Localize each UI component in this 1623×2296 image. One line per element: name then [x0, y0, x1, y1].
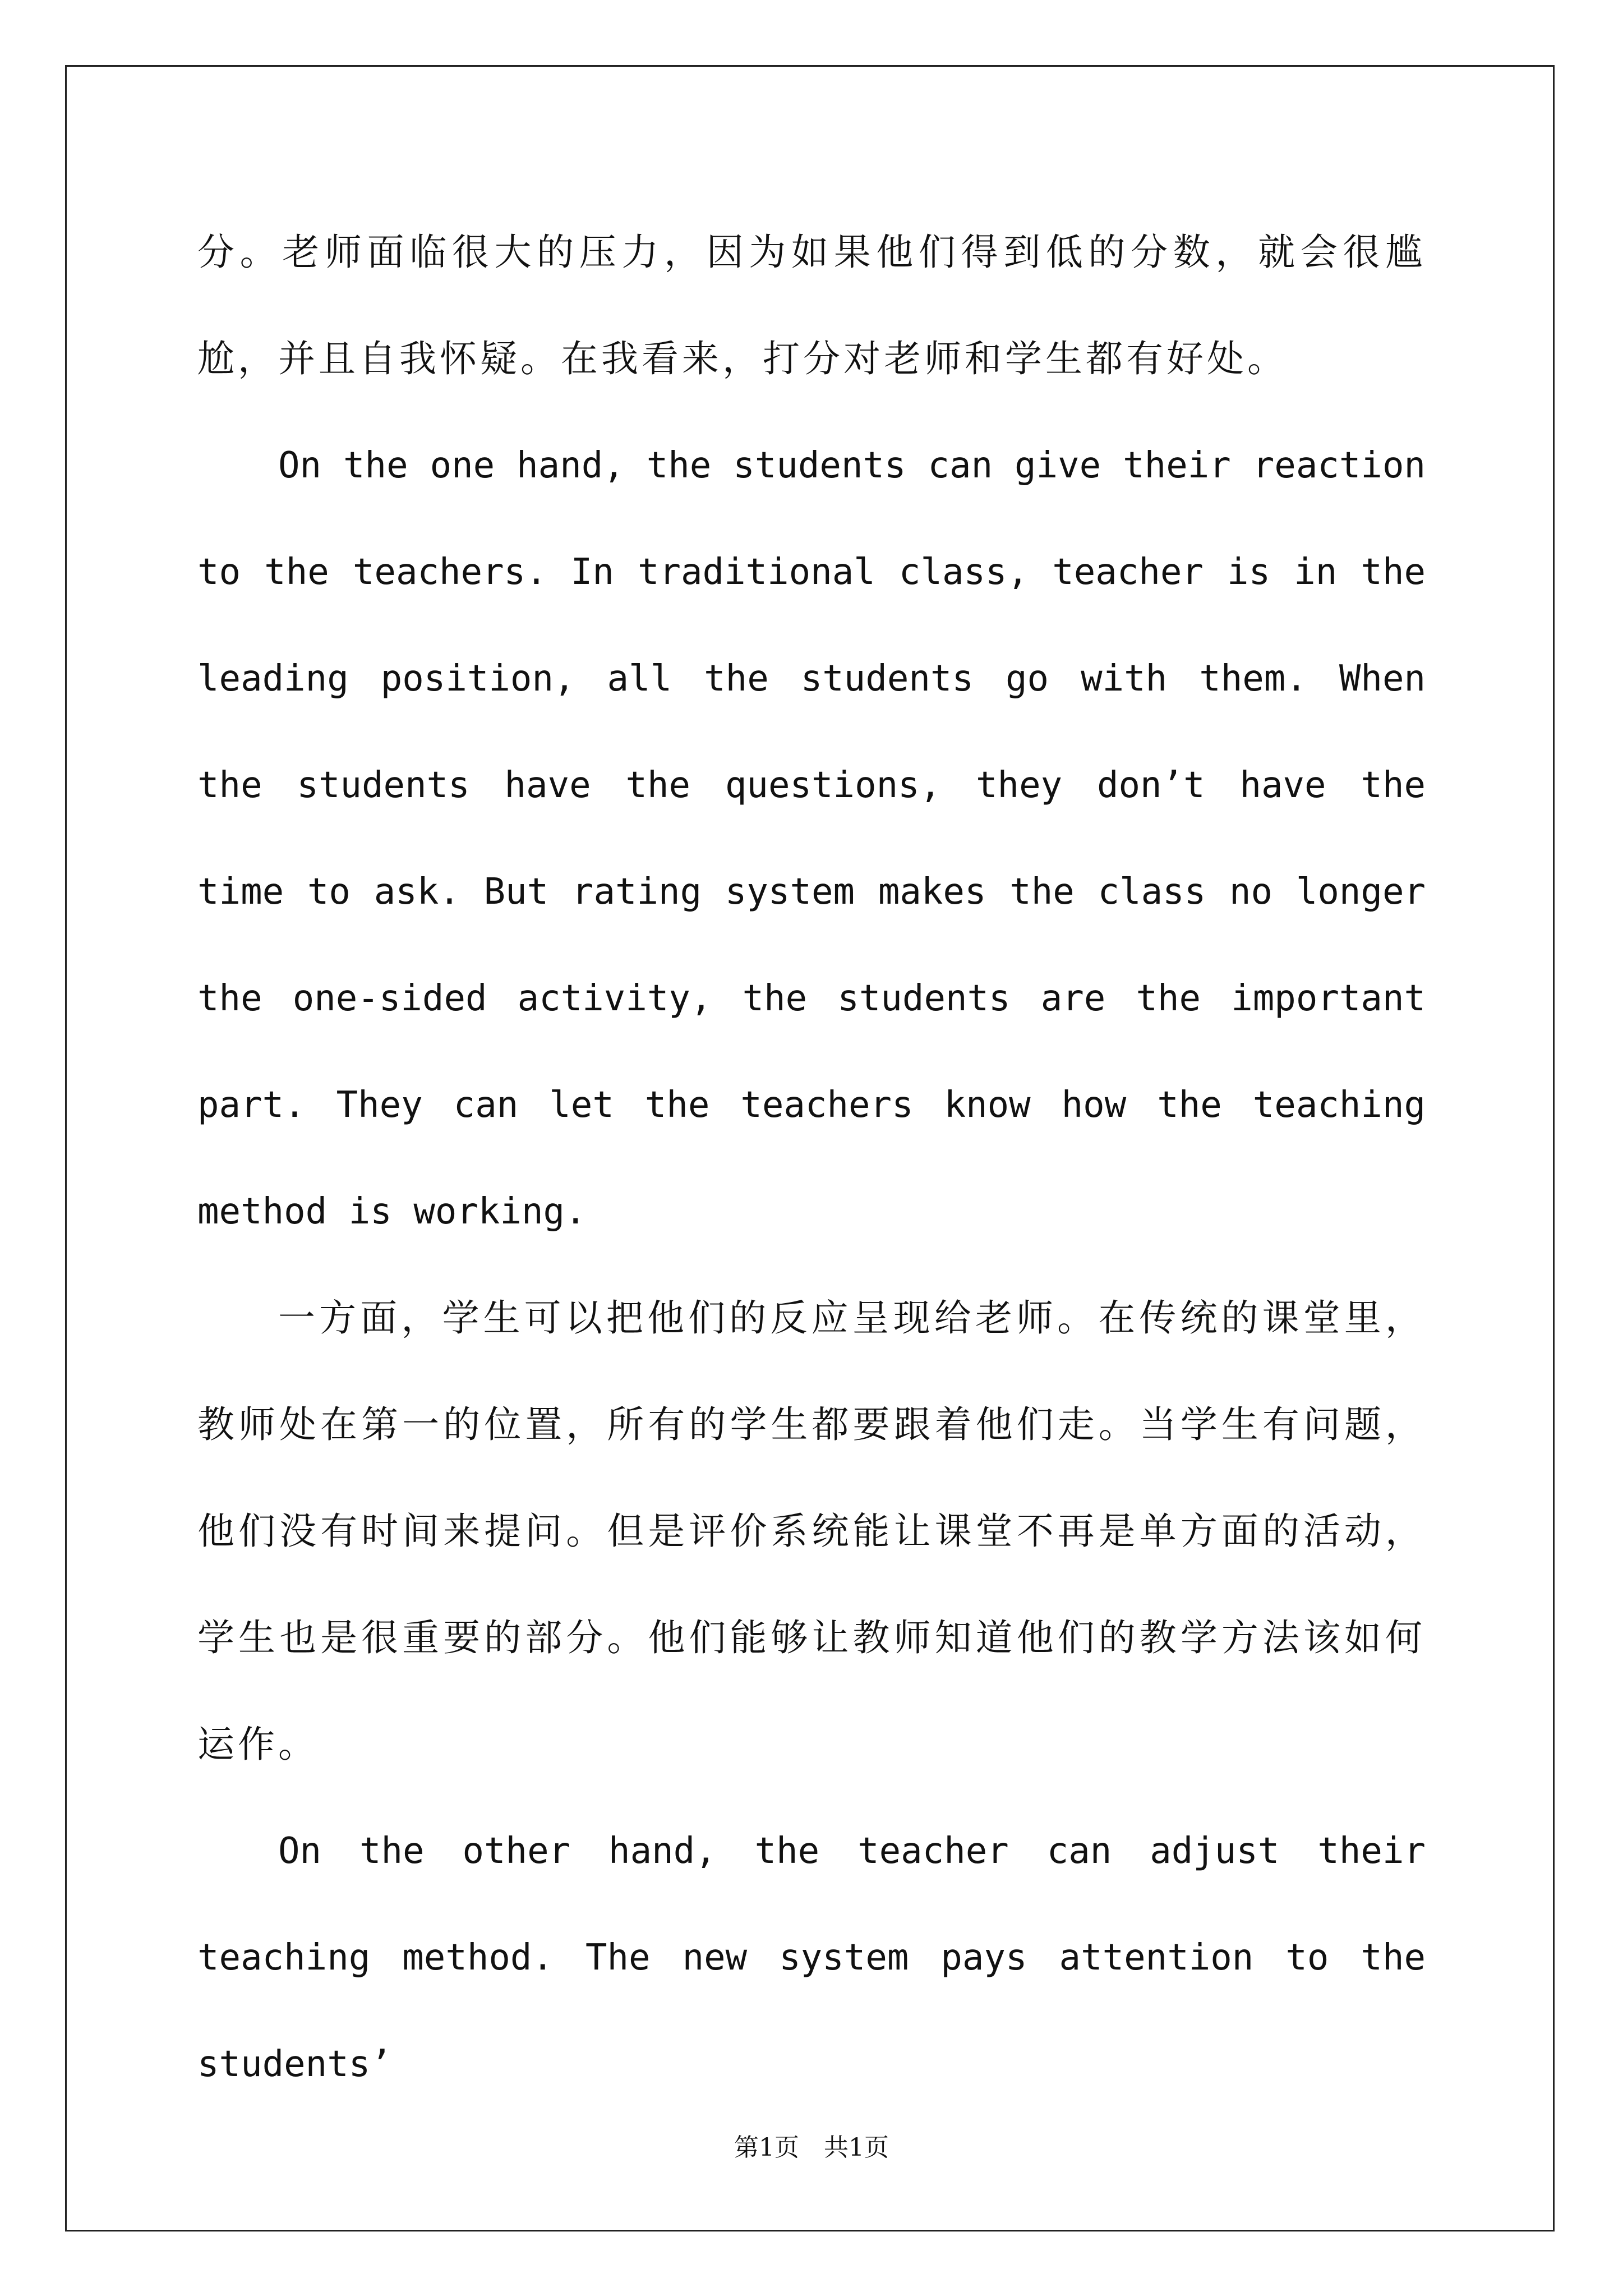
paragraph-4: On the other hand, the teacher can adjust their teaching method. The new system pays attention to the students’	[197, 1830, 1426, 2085]
page-footer: 第1页 共1页	[734, 2133, 889, 2162]
paragraph-1: 分。老师面临很大的压力，因为如果他们得到低的分数，就会很尴尬，并且自我怀疑。在我看来，打分对老师和学生都有好处。	[197, 231, 1426, 380]
paragraph-3: 一方面，学生可以把他们的反应呈现给老师。在传统的课堂里，教师处在第一的位置，所有的学生都要跟着他们走。当学生有问题，他们没有时间来提问。但是评价系统能让课堂不再是单方面的活动，学生也是很重要的部分。他们能够让教师知道他们的教学方法该如何运作。	[197, 1296, 1426, 1766]
paragraph-2: On the one hand, the students can give their reaction to the teachers. In traditional class, teacher is in the leading position, all the students go with them. When the students have the questions, they don’t have the time to ask. But rating system makes the class no longer the one-sided activity, the students are the important part. They can let the teachers know how the teaching method is working.	[197, 445, 1426, 1232]
document-body	[197, 199, 1426, 2118]
